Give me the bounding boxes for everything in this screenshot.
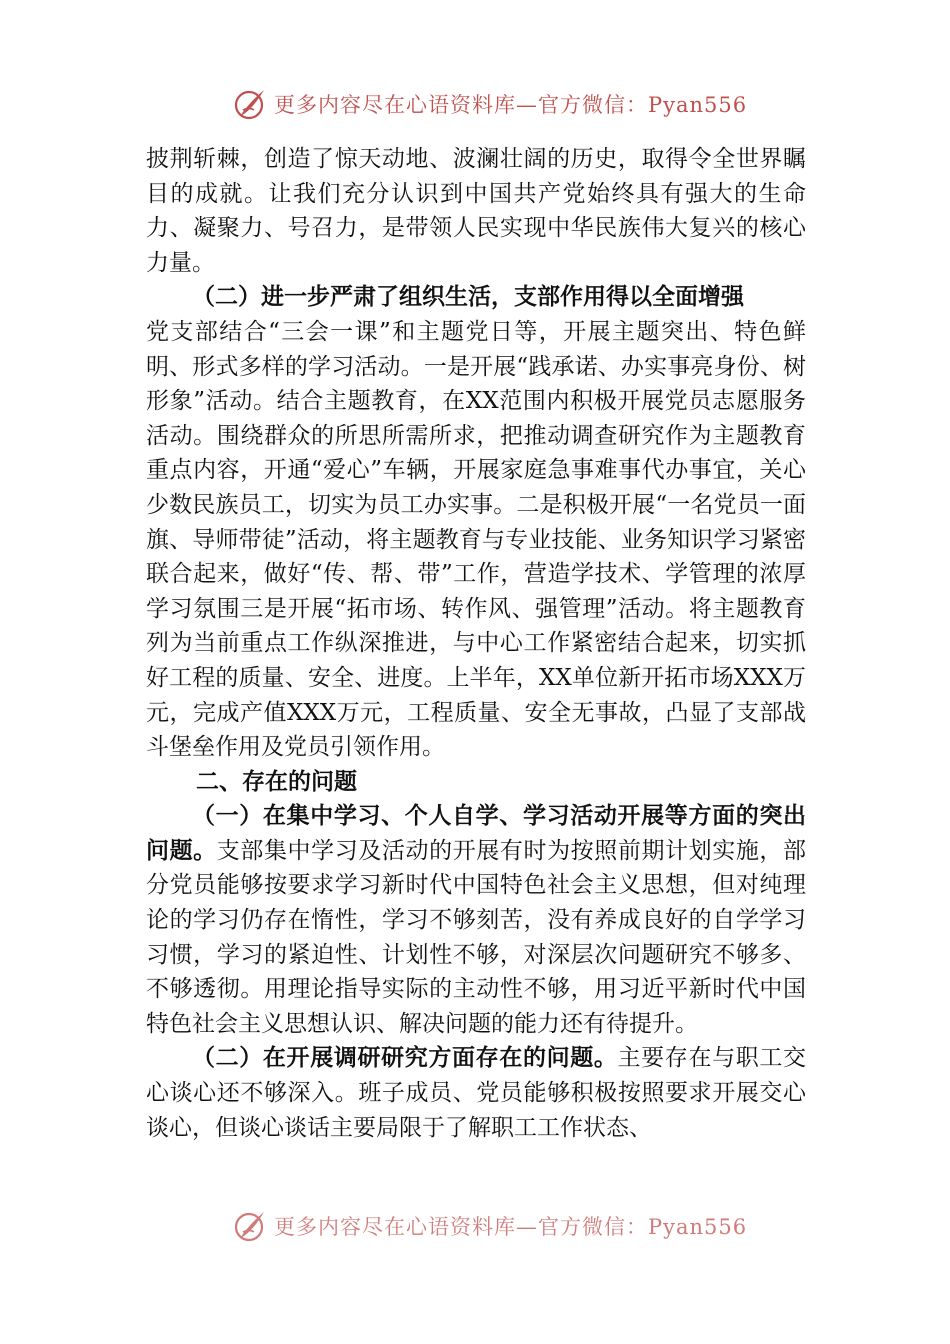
watermark-text: 更多内容尽在心语资料库—官方微信：Pyan556 [274,1215,748,1239]
paragraph-3-body: 支部集中学习及活动的开展有时为按照前期计划实施，部分党员能够按要求学习新时代中国特色社会主义思想，但对纯理论的学习仍存在惰性，学习不够刻苦，没有养成良好的自学学习习惯，学习的紧迫性、计划性不够，对深层次问题研究不够多、不够透彻。用理论指导实际的主动性不够，用习近平新时代中国特色社会主义思想认识、解决问题的能力还有待提升。 [146,837,807,1037]
quill-logo-icon [232,86,268,122]
section-heading-2: 二、存在的问题 [196,768,357,795]
paragraph-1: 披荆斩棘，创造了惊天动地、波澜壮阔的历史，取得令全世界瞩目的成就。让我们充分认识到中国共产党始终具有强大的生命力、凝聚力、号召力，是带领人民实现中华民族伟大复兴的核心力量。 [146,146,806,276]
watermark-header [232,84,747,124]
paragraph-2-body: 党支部结合“三会一课”和主题党日等，开展主题突出、特色鲜明、形式多样的学习活动。一是开展“践承诺、办实事亮身份、树形象”活动。结合主题教育，在XX范围内积极开展党员志愿服务活动。围绕群众的所思所需所求，把推动调查研究作为主题教育重点内容，开通“爱心”车辆，开展家庭急事难事代办事宜，关心少数民族员工，切实为员工办实事。二是积极开展“一名党员一面旗、导师带徒”活动，将主题教育与专业技能、业务知识学习紧密联合起来，做好“传、帮、带”工作，营造学技术、学管理的浓厚学习氛围三是开展“拓市场、转作风、强管理”活动。将主题教育列为当前重点工作纵深推进，与中心工作紧密结合起来，切实抓好工程的质量、安全、进度。上半年，XX单位新开拓市场XXX万元，完成产值XXX万元，工程质量、安全无事故，凸显了支部战斗堡垒作用及党员引领作用。 [146,318,806,761]
paragraph-2-title: （二）进一步严肃了组织生活，支部作用得以全面增强 [192,283,744,311]
watermark-text: 更多内容尽在心语资料库—官方微信：Pyan556 [274,93,748,117]
paragraph-4-title: （二）在开展调研研究方面存在的问题。 [192,1044,618,1072]
quill-logo-icon [232,1208,268,1244]
paragraph-4-body: 主要存在与职工交心谈心还不够深入。班子成员、党员能够积极按照要求开展交心谈心，但谈心谈话主要局限于了解职工工作状态、 [146,1045,807,1141]
paragraph-3 [146,799,806,1041]
paragraph-3-title: （一）在集中学习、个人自学、学习活动开展等方面的突出问题。 [146,802,806,864]
document-body [146,142,806,1145]
paragraph-4 [146,1041,806,1145]
watermark-footer [232,1206,747,1246]
